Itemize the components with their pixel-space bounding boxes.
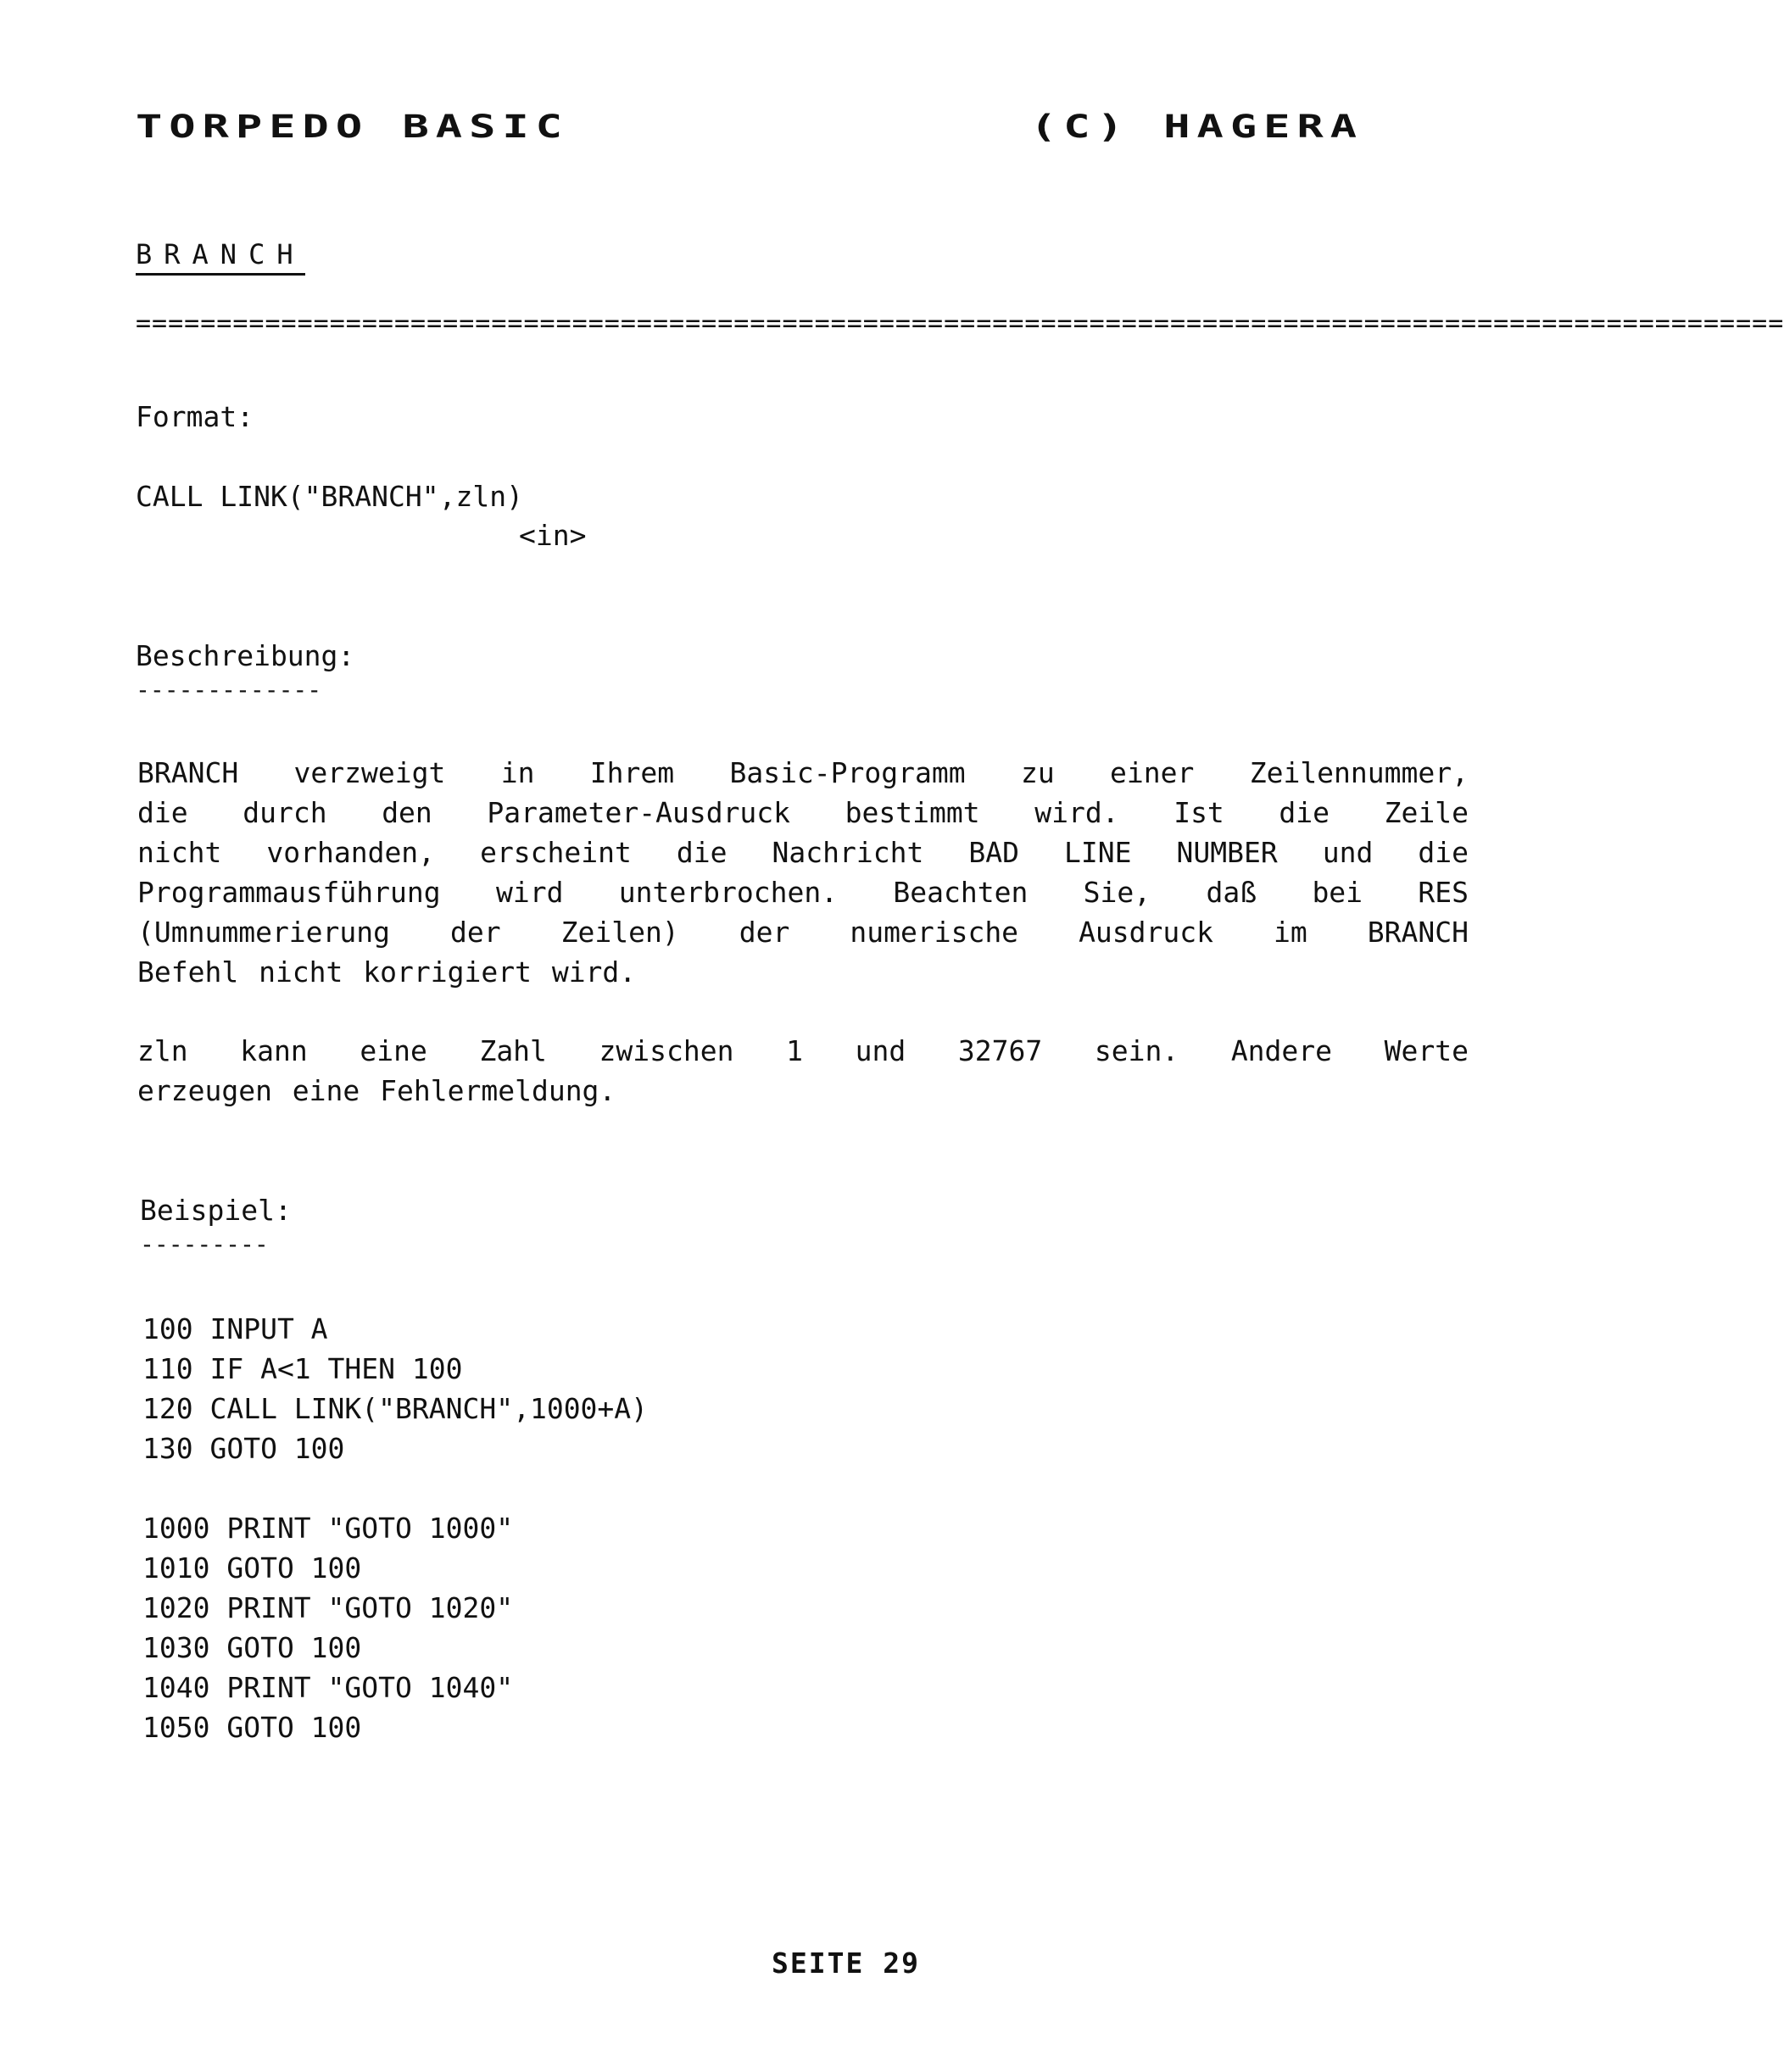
code-line: 1050 GOTO 100	[142, 1711, 362, 1744]
description-label: Beschreibung:	[136, 639, 355, 672]
paragraph-line: BRANCH verzweigt in Ihrem Basic-Programm zu einer Zeilennummer,	[137, 756, 1469, 789]
section-title: BRANCH	[136, 237, 305, 276]
code-line: 1010 GOTO 100	[142, 1551, 362, 1585]
paragraph-line: die durch den Parameter-Ausdruck bestimmt wird. Ist die Zeile	[137, 796, 1469, 829]
paragraph-line: erzeugen eine Fehlermeldung.	[137, 1074, 616, 1107]
code-line: 1000 PRINT "GOTO 1000"	[142, 1512, 514, 1545]
paragraph-line: Programmausführung wird unterbrochen. Beachten Sie, daß bei RES	[137, 876, 1469, 909]
paragraph-line: Befehl nicht korrigiert wird.	[137, 955, 637, 989]
description-paragraph-2	[137, 1031, 1469, 1111]
paragraph-line: (Umnummerierung der Zeilen) der numerische Ausdruck im BRANCH	[137, 916, 1469, 949]
paragraph-line: zln kann eine Zahl zwischen 1 und 32767 sein. Andere Werte	[137, 1034, 1469, 1067]
format-label: Format:	[136, 400, 254, 433]
code-line: 120 CALL LINK("BRANCH",1000+A)	[142, 1392, 649, 1425]
paragraph-line: nicht vorhanden, erscheint die Nachricht BAD LINE NUMBER und die	[137, 836, 1469, 869]
description-paragraph-1	[137, 753, 1469, 992]
code-line: 1040 PRINT "GOTO 1040"	[142, 1671, 514, 1704]
example-label: Beispiel:	[140, 1194, 292, 1227]
format-syntax: CALL LINK("BRANCH",zln)	[136, 480, 523, 513]
code-line: 1030 GOTO 100	[142, 1631, 362, 1664]
description-underline: -------------	[136, 676, 322, 704]
code-line: 1020 PRINT "GOTO 1020"	[142, 1591, 514, 1624]
code-line: 100 INPUT A	[142, 1312, 328, 1345]
format-syntax-suffix: <in>	[519, 519, 587, 552]
page-number: SEITE 29	[772, 1947, 920, 1980]
header-title: TORPEDO BASIC	[136, 109, 569, 146]
header-copyright: (C) HAGERA	[1030, 109, 1364, 146]
code-line: 110 IF A<1 THEN 100	[142, 1352, 463, 1385]
example-underline: ---------	[140, 1230, 269, 1258]
section-rule: ======================================================================================================	[136, 309, 1784, 338]
code-line: 130 GOTO 100	[142, 1432, 345, 1465]
